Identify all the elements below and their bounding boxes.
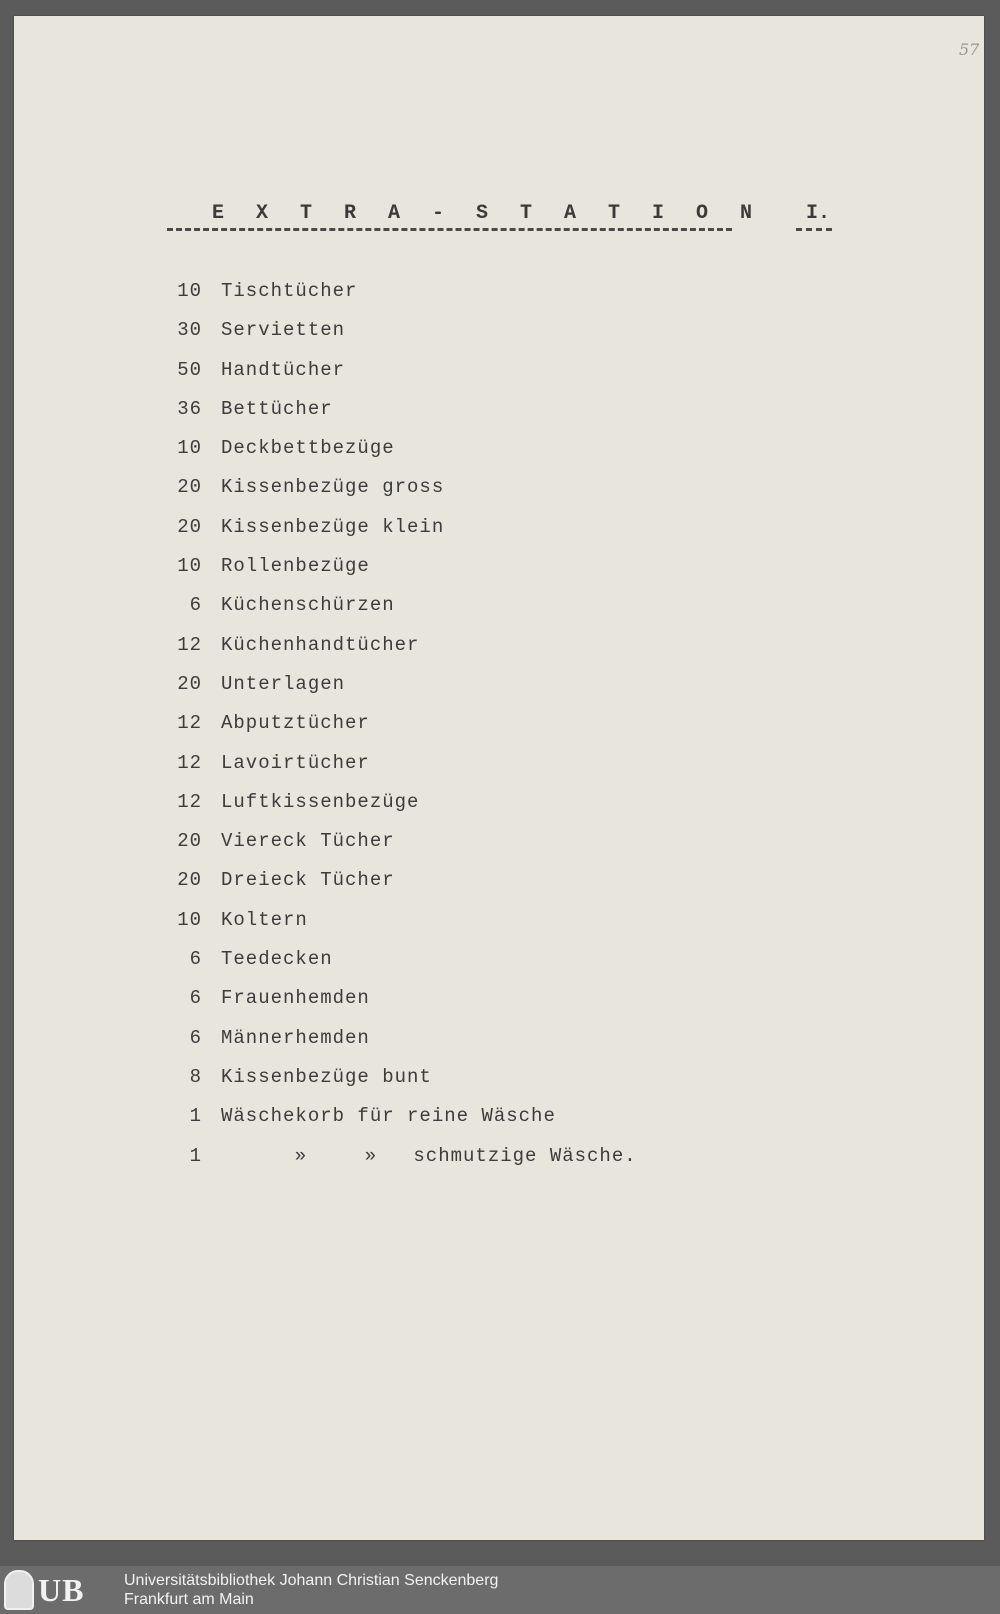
item-quantity: 10	[177, 908, 202, 931]
item-quantity: 12	[177, 712, 202, 735]
item-description: Abputztücher	[221, 712, 370, 735]
item-description: Deckbettbezüge	[221, 437, 395, 460]
item-description: Lavoirtücher	[221, 751, 370, 774]
item-quantity: 20	[177, 830, 202, 853]
heading-title: E X T R A - S T A T I O N	[212, 202, 763, 225]
item-description: Dreieck Tücher	[221, 869, 395, 892]
item-quantity: 12	[177, 633, 202, 656]
item-quantity: 20	[177, 476, 202, 499]
item-description: Küchenschürzen	[221, 594, 395, 617]
library-footer	[0, 1566, 1000, 1614]
item-quantity: 1	[189, 1144, 202, 1167]
ditto-mark: »	[294, 1144, 308, 1167]
item-quantity: 6	[189, 594, 202, 617]
item-description: Teedecken	[221, 948, 333, 971]
item-description: Koltern	[221, 908, 308, 931]
item-description: Viereck Tücher	[221, 830, 395, 853]
item-quantity: 6	[189, 948, 202, 971]
page-number: 57	[959, 40, 980, 59]
item-quantity: 10	[177, 555, 202, 578]
item-description-text: schmutzige Wäsche.	[413, 1144, 637, 1167]
heading	[164, 202, 864, 242]
item-quantity: 12	[177, 790, 202, 813]
document-page	[14, 16, 984, 1540]
item-quantity: 12	[177, 751, 202, 774]
item-description: Kissenbezüge bunt	[221, 1065, 432, 1088]
item-description: Kissenbezüge gross	[221, 476, 445, 499]
item-quantity: 50	[177, 358, 202, 381]
item-quantity: 36	[177, 397, 202, 420]
portrait-emblem-icon	[4, 1570, 34, 1610]
item-description: Männerhemden	[221, 1026, 370, 1049]
footer-line-2: Frankfurt am Main	[124, 1591, 254, 1608]
item-quantity: 20	[177, 515, 202, 538]
item-quantity: 8	[189, 1065, 202, 1088]
logo-text: UB	[38, 1571, 85, 1608]
item-quantity: 20	[177, 672, 202, 695]
item-description: Tischtücher	[221, 280, 358, 302]
station-number: I.	[806, 202, 831, 225]
item-quantity: 20	[177, 869, 202, 892]
ub-logo	[0, 1566, 114, 1614]
item-quantity: 6	[189, 1026, 202, 1049]
station-number-underline	[796, 228, 832, 231]
item-description: Handtücher	[221, 358, 346, 381]
ditto-mark: »	[364, 1144, 378, 1167]
item-quantity: 30	[177, 319, 202, 342]
footer-line-1: Universitätsbibliothek Johann Christian Senckenberg	[124, 1572, 499, 1589]
item-description: Rollenbezüge	[221, 555, 370, 578]
item-description: Frauenhemden	[221, 987, 370, 1010]
item-description: Küchenhandtücher	[221, 633, 420, 656]
item-quantity: 6	[189, 987, 202, 1010]
footer-text	[124, 1571, 498, 1609]
item-description: Wäschekorb für reine Wäsche	[221, 1105, 556, 1128]
title-underline	[167, 228, 732, 231]
item-quantity: 1	[189, 1105, 202, 1128]
item-description: Bettücher	[221, 397, 333, 420]
item-description: Kissenbezüge klein	[221, 515, 445, 538]
item-description: Luftkissenbezüge	[221, 790, 420, 813]
item-description: Servietten	[221, 319, 346, 342]
item-quantity: 10	[177, 280, 202, 302]
item-quantity: 10	[177, 437, 202, 460]
item-description: Unterlagen	[221, 672, 346, 695]
item-description	[221, 1145, 637, 1167]
